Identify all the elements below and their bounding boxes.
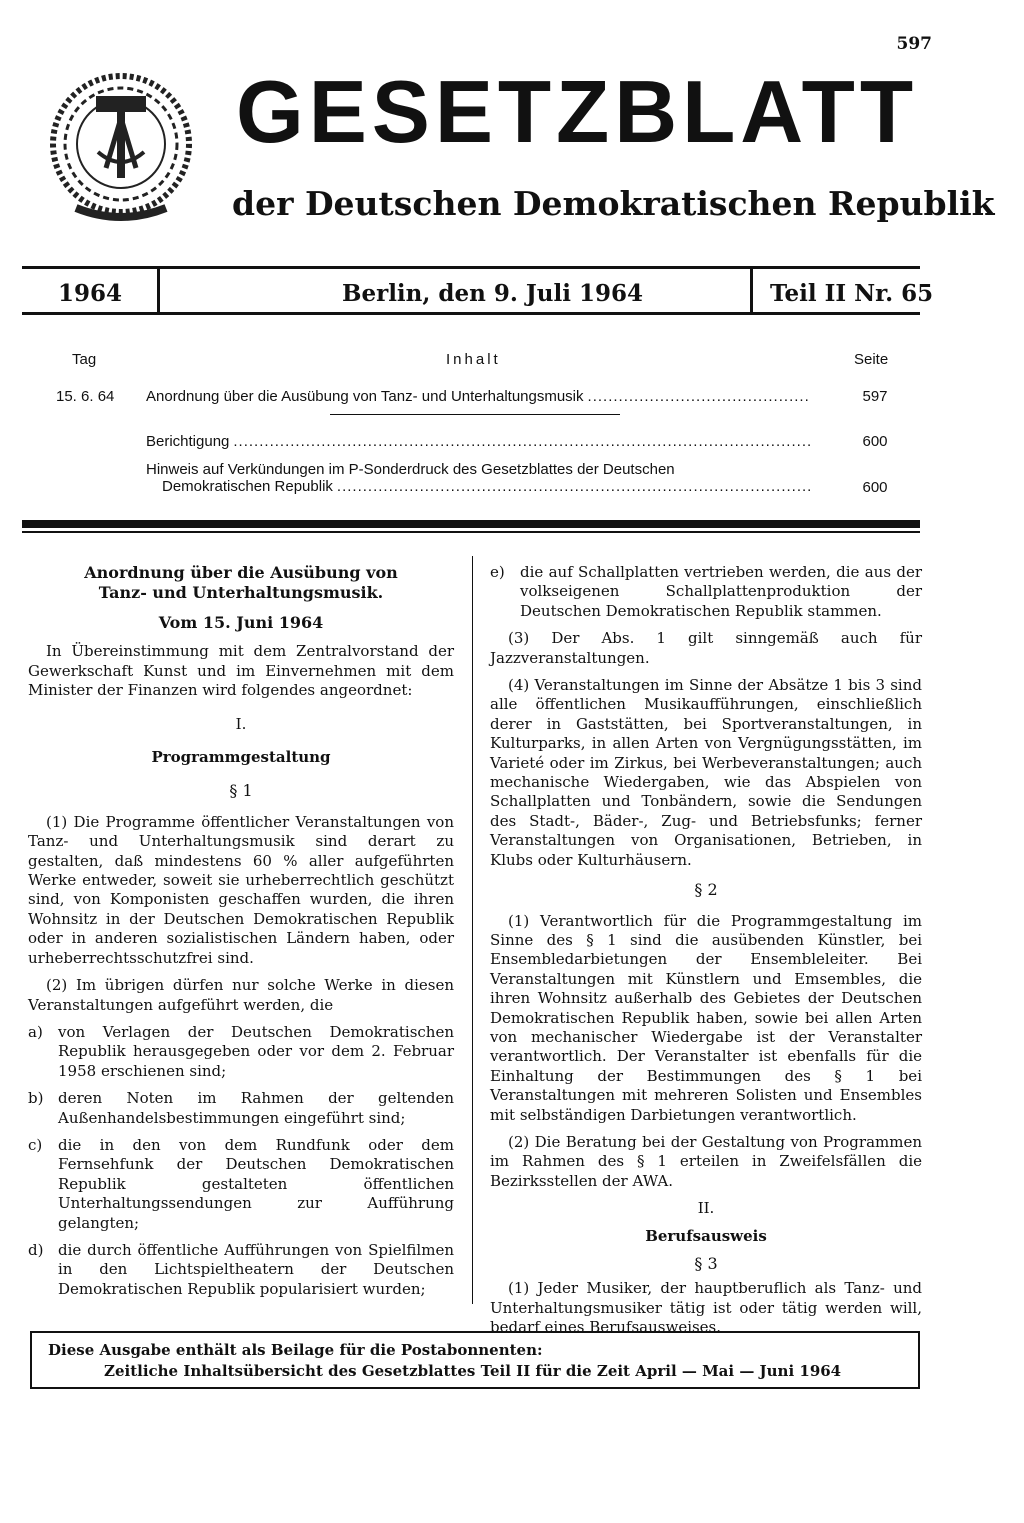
article-date: Vom 15. Juni 1964 — [158, 613, 324, 632]
column-divider — [472, 556, 473, 1304]
toc-entry-title: Hinweis auf Verkündungen im P-Sonderdruck des Gesetzblattes der Deutschen — [146, 461, 675, 478]
bar-divider — [157, 266, 160, 315]
list-item — [28, 1241, 454, 1299]
list-item — [28, 1136, 454, 1233]
list-marker: e) — [490, 563, 505, 581]
toc-entry[interactable] — [146, 433, 810, 450]
list-marker: a) — [28, 1022, 43, 1041]
list-text: deren Noten im Rahmen der geltenden Außenhandelsbestimmungen eingeführt sind; — [58, 1089, 454, 1127]
issue-part-number: Teil II Nr. 65 — [770, 280, 934, 307]
paragraph-text: (1) Die Programme öffentlicher Veranstaltungen von Tanz- und Unterhaltungsmusik sind derart zu gestalten, daß mindestens 60 % aller aufgeführten Werke entweder, soweit sie urheberrechtlich geschützt sind, von Komponisten geschaffen wurden, die ihren Wohnsitz in der Deutschen Demokratischen Republik oder in anderen sozialistischen Ländern haben, oder urheberrechtsschutzfrei sind. — [28, 812, 454, 967]
article-title: Anordnung über die Ausübung von Tanz- und Unterhaltungsmusik. — [84, 563, 398, 602]
section-title: Berufsausweis — [645, 1226, 767, 1245]
paragraph-text: (2) Im übrigen dürfen nur solche Werke in diesen Veranstaltungen aufgeführt werden, die — [28, 976, 454, 1014]
toc-entry[interactable] — [146, 388, 810, 405]
paragraph-heading: § 2 — [694, 880, 718, 900]
page-number: 597 — [896, 34, 932, 54]
masthead-subtitle: der Deutschen Demokratischen Republik — [232, 184, 995, 223]
paragraph-text: (1) Jeder Musiker, der hauptberuflich als Tanz- und Unterhaltungsmusiker tätig ist oder tätig werden will, bedarf eines Berufsausweises. — [490, 1279, 922, 1337]
article-right-column — [490, 563, 922, 1346]
masthead-title: GESETZBLATT — [236, 62, 918, 161]
list-marker: b) — [28, 1089, 44, 1108]
toc-entry-page: 600 — [862, 433, 888, 450]
toc-header-content: Inhalt — [446, 351, 501, 368]
article-left-column — [28, 563, 454, 1307]
paragraph-heading: § 3 — [694, 1254, 718, 1273]
list-item — [28, 1089, 454, 1128]
issue-year: 1964 — [58, 280, 123, 307]
section-title: Programmgestaltung — [151, 748, 331, 767]
list-text: die auf Schallplatten vertrieben werden, die aus der volkseigenen Schallplattenproduktion der Deutschen Demokratischen Republik stammen. — [520, 563, 922, 620]
list-marker: c) — [28, 1135, 43, 1154]
toc-header-day: Tag — [72, 351, 97, 368]
toc-entry-page: 600 — [862, 479, 888, 496]
list-text: die in den von dem Rundfunk oder dem Fernsehfunk der Deutschen Demokratischen Republik gestalteten öffentlichen Unterhaltungssendungen zur Aufführung gelangten; — [58, 1135, 454, 1232]
toc-entry-page: 597 — [862, 388, 888, 405]
article-preamble: In Übereinstimmung mit dem Zentralvorstand der Gewerkschaft Kunst und im Einvernehmen mit dem Minister der Finanzen wird folgendes angeordnet: — [28, 642, 454, 700]
supplement-line-1: Diese Ausgabe enthält als Beilage für die Postabonnenten: — [48, 1341, 543, 1359]
list-marker: d) — [28, 1240, 44, 1259]
thin-rule — [22, 531, 920, 533]
toc-entry-title-cont: Demokratischen Republik — [162, 478, 333, 495]
list-item — [490, 563, 922, 621]
list-item — [28, 1023, 454, 1081]
section-number: II. — [697, 1199, 715, 1218]
paragraph-text: (1) Verantwortlich für die Programmgestaltung im Sinne des § 1 sind die ausübenden Künstler, bei Ensembledarbietungen der Ensembleleiter. Bei Veranstaltungen mit Künstlern und Emsembles, die ihren Wohnsitz außerhalb des Gebietes der Deutschen Demokratischen Republik haben, sowie bei allen Arten von mechanischer Wiedergabe ist der Veranstalter verantwortlich. Der Veranstalter ist ebenfalls für die Einhaltung der Bestimmungen des § 1 bei Veranstaltungen mit mehreren Solisten und Ensembles mit selbständigen Darbietungen verantwortlich. — [490, 911, 922, 1124]
supplement-line-2: Zeitliche Inhaltsübersicht des Gesetzblattes Teil II für die Zeit April — Mai — Juni 1964 — [104, 1362, 842, 1380]
paragraph-text: (4) Veranstaltungen im Sinne der Absätze 1 bis 3 sind alle öffentlichen Musikaufführungen, einschließlich derer in Gaststätten, bei Sportveranstaltungen, in Kulturparks, in allen Arten von Vergnügungsstätten, im Varieté oder im Zirkus, bei Werbeveranstaltungen; auch mechanische Wiedergaben, wie das Abspielen von Schallplatten und Tonbändern, sowie die Sendungen des Stadt-, Bäder-, Zug- und Betriebsfunks; ferner Veranstaltungen von Organisationen, Betrieben, in Klubs oder Kulturhäusern. — [490, 676, 922, 869]
toc-entry-date: 15. 6. 64 — [56, 388, 115, 405]
list-text: die durch öffentliche Aufführungen von Spielfilmen in den Lichtspieltheatern der Deutschen Demokratischen Republik popularisiert wurden; — [58, 1240, 454, 1298]
issue-place-date: Berlin, den 9. Juli 1964 — [342, 280, 643, 307]
paragraph-text: (3) Der Abs. 1 gilt sinngemäß auch für Jazzveranstaltungen. — [490, 629, 922, 667]
bar-divider — [750, 266, 753, 315]
toc-header-page: Seite — [854, 351, 889, 368]
toc-separator — [330, 414, 620, 415]
section-number: I. — [235, 714, 247, 733]
toc-entry-title: Anordnung über die Ausübung von Tanz- und Unterhaltungsmusik — [146, 388, 584, 405]
thick-rule — [22, 520, 920, 528]
state-emblem-icon — [46, 68, 196, 226]
supplement-notice — [30, 1331, 920, 1389]
list-text: von Verlagen der Deutschen Demokratischen Republik herausgegeben oder vor dem 2. Februar 1958 erschienen sind; — [58, 1022, 454, 1080]
paragraph-heading: § 1 — [229, 781, 253, 801]
toc-entry[interactable] — [146, 461, 810, 495]
toc-entry-title: Berichtigung — [146, 433, 230, 450]
paragraph-text: (2) Die Beratung bei der Gestaltung von Programmen im Rahmen des § 1 erteilen in Zweifelsfällen die Bezirksstellen der AWA. — [490, 1132, 922, 1190]
